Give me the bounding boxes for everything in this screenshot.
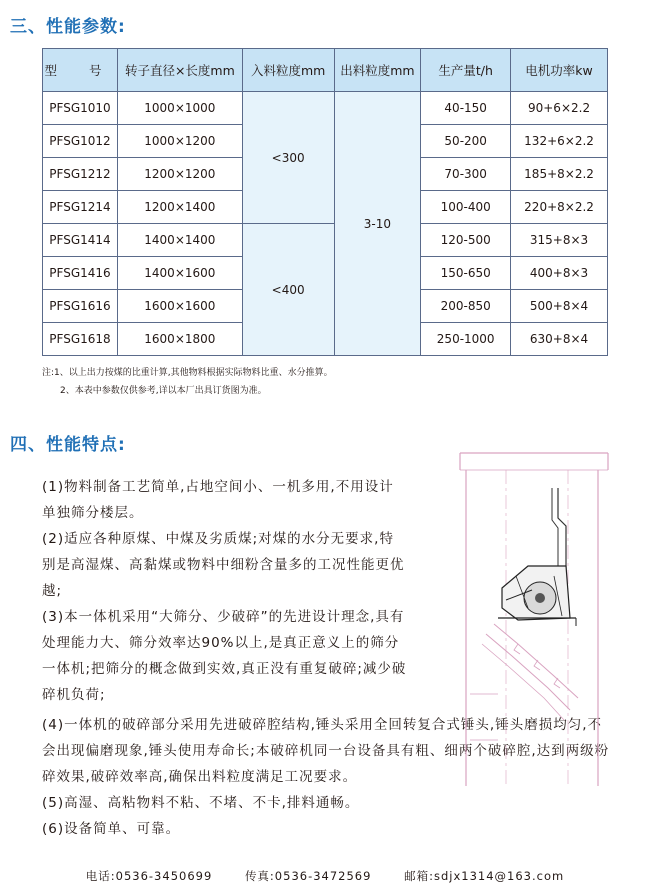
cell-rotor: 1000×1200 — [117, 125, 242, 158]
cell-power: 185+8×2.2 — [511, 158, 608, 191]
cell-capacity: 40-150 — [421, 92, 511, 125]
cell-capacity: 250-1000 — [421, 323, 511, 356]
cell-power: 400+8×3 — [511, 257, 608, 290]
cell-feed-size-a: <300 — [242, 92, 334, 224]
feature-2: (2)适应各种原煤、中煤及劣质煤;对煤的水分无要求,特别是高湿煤、高黏煤或物料中细粉含量多的工况性能更优越; — [42, 531, 405, 599]
cell-capacity: 200-850 — [421, 290, 511, 323]
cell-power: 132+6×2.2 — [511, 125, 608, 158]
header-power: 电机功率kw — [511, 49, 608, 92]
cell-power: 90+6×2.2 — [511, 92, 608, 125]
cell-power: 630+8×4 — [511, 323, 608, 356]
header-model: 型 号 — [43, 49, 118, 92]
section-4-title: 四、性能特点: — [10, 435, 126, 455]
footer-phone: 电话:0536-3450699 — [85, 869, 213, 883]
cell-rotor: 1000×1000 — [117, 92, 242, 125]
cell-model: PFSG1616 — [43, 290, 118, 323]
feature-4: (4)一体机的破碎部分采用先进破碎腔结构,锤头采用全回转复合式锤头,锤头磨损均匀,不会出现偏磨现象,锤头使用寿命长;本破碎机同一台设备具有粗、细两个破碎腔,达到两级粉碎效果,破碎效率高,确保出料粒度满足工况要求。 — [42, 717, 610, 785]
contact-footer — [0, 868, 650, 884]
feature-6: (6)设备简单、可靠。 — [42, 821, 181, 837]
cell-capacity: 50-200 — [421, 125, 511, 158]
cell-rotor: 1600×1800 — [117, 323, 242, 356]
footer-fax: 传真:0536-3472569 — [244, 869, 372, 883]
header-discharge-size: 出料粒度mm — [334, 49, 421, 92]
machine-diagram — [458, 448, 610, 788]
cell-rotor: 1400×1600 — [117, 257, 242, 290]
cell-rotor: 1200×1400 — [117, 191, 242, 224]
cell-model: PFSG1214 — [43, 191, 118, 224]
cell-model: PFSG1010 — [43, 92, 118, 125]
feature-3: (3)本一体机采用“大筛分、少破碎”的先进设计理念,具有处理能力大、筛分效率达90%以上,是真正意义上的筛分一体机;把筛分的概念做到实效,真正没有重复破碎;减少破碎机负荷; — [42, 609, 407, 703]
table-notes — [42, 364, 333, 400]
feature-1: (1)物料制备工艺简单,占地空间小、一机多用,不用设计单独筛分楼层。 — [42, 479, 394, 521]
cell-power: 220+8×2.2 — [511, 191, 608, 224]
cell-power: 315+8×3 — [511, 224, 608, 257]
cell-feed-size-b: <400 — [242, 224, 334, 356]
note-2: 2、本表中参数仅供参考,详以本厂出具订货图为准。 — [60, 386, 267, 396]
footer-email: 邮箱:sdjx1314@163.com — [404, 869, 565, 883]
header-rotor: 转子直径×长度mm — [117, 49, 242, 92]
header-capacity: 生产量t/h — [421, 49, 511, 92]
cell-capacity: 150-650 — [421, 257, 511, 290]
cell-discharge-size: 3-10 — [334, 92, 421, 356]
cell-rotor: 1600×1600 — [117, 290, 242, 323]
table-row — [43, 224, 608, 257]
cell-capacity: 100-400 — [421, 191, 511, 224]
cell-rotor: 1400×1400 — [117, 224, 242, 257]
table-row — [43, 92, 608, 125]
cell-model: PFSG1212 — [43, 158, 118, 191]
feature-5: (5)高湿、高粘物料不粘、不堵、不卡,排料通畅。 — [42, 795, 360, 811]
section-3-title: 三、性能参数: — [10, 17, 126, 37]
cell-model: PFSG1012 — [43, 125, 118, 158]
cell-capacity: 120-500 — [421, 224, 511, 257]
cell-rotor: 1200×1200 — [117, 158, 242, 191]
spec-table — [42, 48, 608, 356]
table-header-row — [43, 49, 608, 92]
header-feed-size: 入料粒度mm — [242, 49, 334, 92]
cell-capacity: 70-300 — [421, 158, 511, 191]
cell-model: PFSG1414 — [43, 224, 118, 257]
cell-power: 500+8×4 — [511, 290, 608, 323]
note-1: 注:1、以上出力按煤的比重计算,其他物料根据实际物料比重、水分推算。 — [42, 368, 333, 378]
cell-model: PFSG1618 — [43, 323, 118, 356]
cell-model: PFSG1416 — [43, 257, 118, 290]
